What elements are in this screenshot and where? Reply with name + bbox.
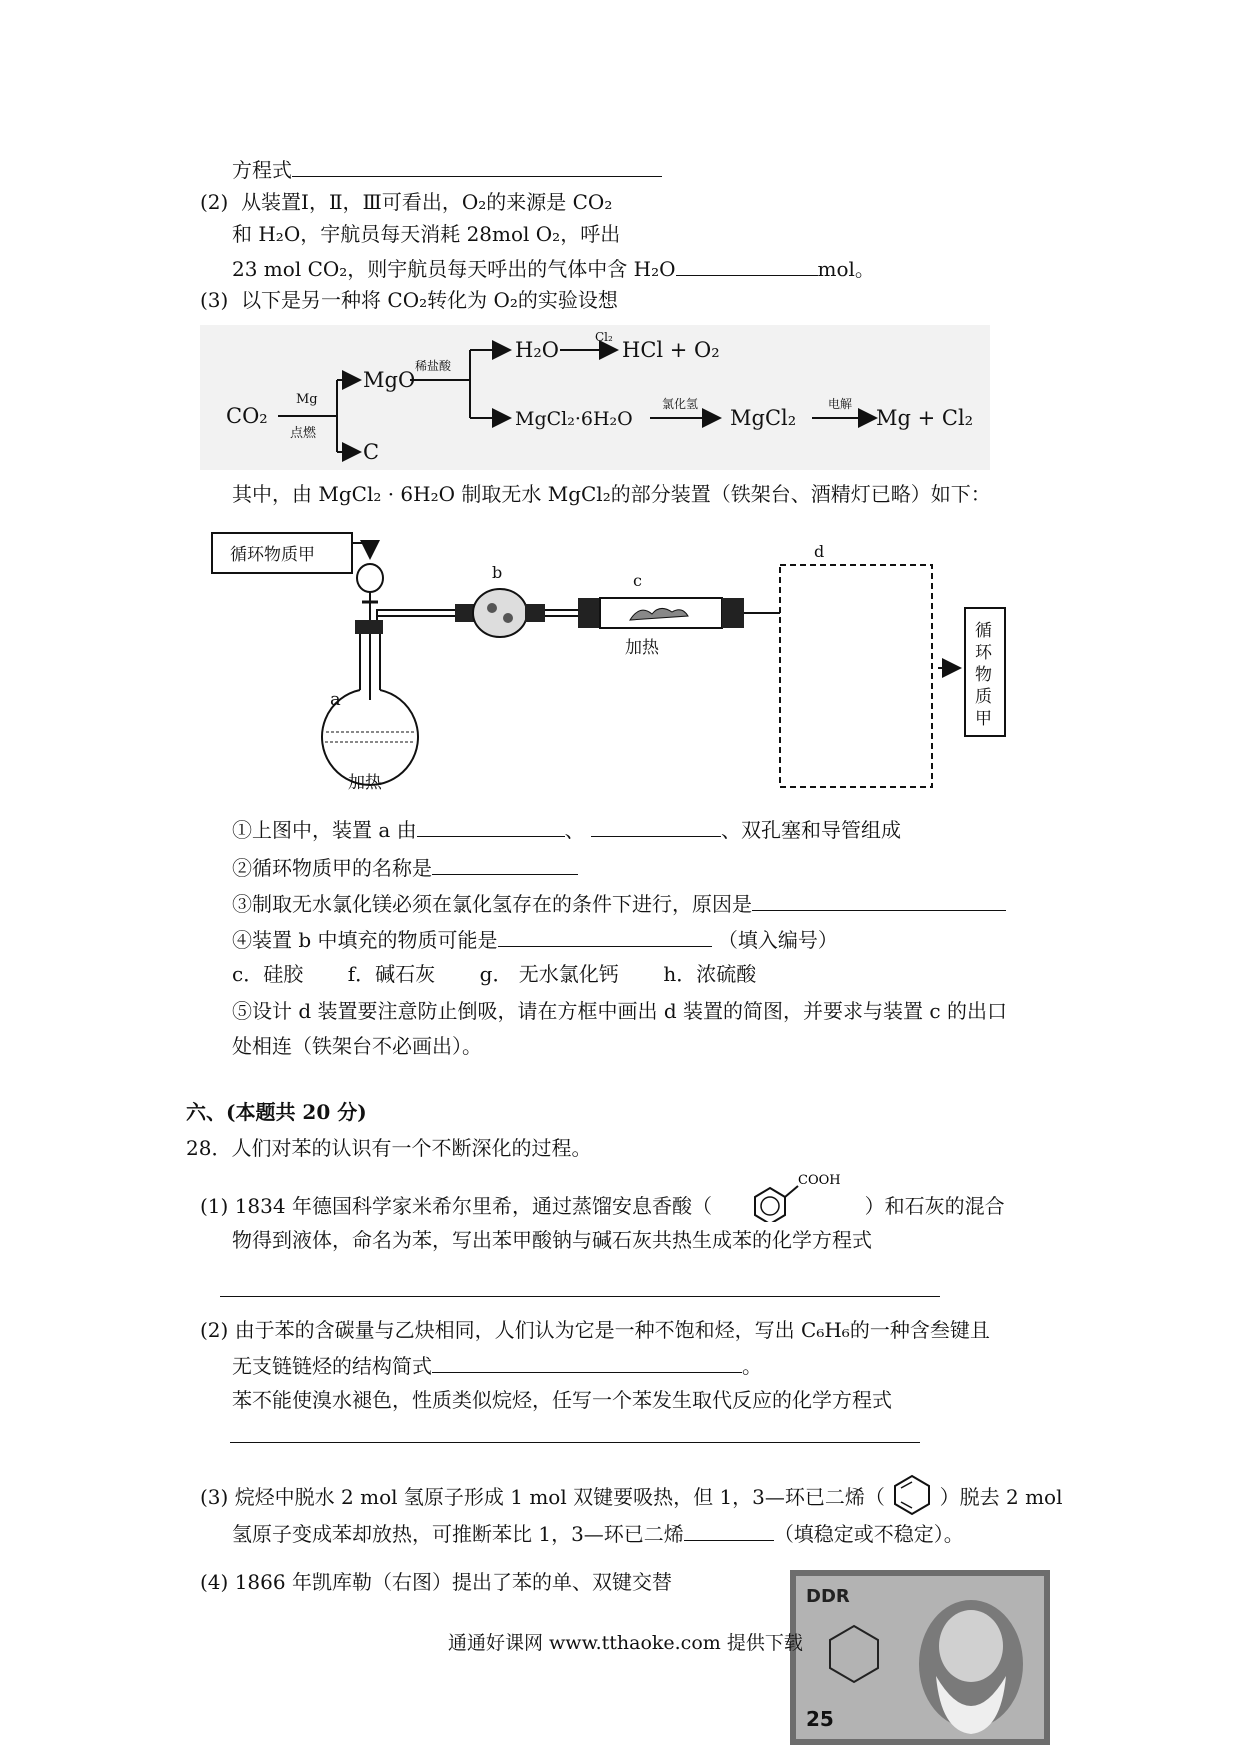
scheme-hydrate: MgCl₂·6H₂O <box>515 408 633 430</box>
recycle-box-side-label: 循环物质甲 <box>975 621 992 729</box>
q3-options: c．硅胶 f．碱石灰 g． 无水氯化钙 h．浓硫酸 <box>232 962 757 986</box>
q3-sub4: ④装置 b 中填充的物质可能是 （填入编号） <box>232 924 838 954</box>
svg-text:加热: 加热 <box>625 638 659 658</box>
scheme-acid: 稀盐酸 <box>415 359 452 373</box>
section-heading: 六、(本题共 20 分) <box>186 1100 367 1124</box>
svg-text:b: b <box>492 563 503 582</box>
q28-1-line2: 物得到液体，命名为苯，写出苯甲酸钠与碱石灰共热生成苯的化学方程式 <box>232 1228 872 1252</box>
kekule-stamp <box>790 1570 1050 1745</box>
q28-2-line1: (2) 由于苯的含碳量与乙炔相同，人们认为它是一种不饱和烃，写出 C₆H₆的一种含叁键且 <box>200 1318 990 1342</box>
scheme-hcl-gas: 氯化氢 <box>662 397 699 411</box>
answer-blank[interactable] <box>417 814 565 837</box>
answer-line[interactable] <box>220 1296 940 1297</box>
q2-line3: 23 mol CO₂，则宇航员每天呼出的气体中含 H₂O mol。 <box>232 253 875 283</box>
q3-line1: (3) 以下是另一种将 CO₂转化为 O₂的实验设想 <box>200 288 618 312</box>
q28-2-line3: 苯不能使溴水褪色，性质类似烷烃，任写一个苯发生取代反应的化学方程式 <box>232 1388 892 1412</box>
q3-sub5-line2: 处相连（铁架台不必画出）。 <box>232 1034 482 1058</box>
q28-2-line2: 无支链链烃的结构简式 。 <box>232 1350 762 1380</box>
svg-text:a: a <box>330 689 341 710</box>
footer-credit: 通通好课网 www.tthaoke.com 提供下载 <box>448 1632 803 1654</box>
stamp-image <box>796 1576 1044 1739</box>
scheme-c: C <box>363 440 380 464</box>
scheme-prod1: HCl + O₂ <box>622 338 720 362</box>
scheme-elec: 电解 <box>828 397 853 411</box>
answer-blank[interactable] <box>292 154 662 177</box>
stamp-country: DDR <box>806 1586 850 1607</box>
svg-text:COOH: COOH <box>798 1173 841 1188</box>
q2-line2: 和 H₂O，宇航员每天消耗 28mol O₂，呼出 <box>232 222 621 246</box>
reaction-scheme <box>200 325 990 470</box>
cyclohexadiene-structure <box>891 1483 933 1511</box>
scheme-mgo: MgO <box>363 368 416 392</box>
q28-1-line1: (1) 1834 年德国科学家米希尔里希，通过蒸馏安息香酸（ COOH ）和石灰的混合 <box>200 1192 1005 1220</box>
benzoic-acid-structure <box>718 1173 858 1220</box>
hexagon-icon <box>891 1473 933 1517</box>
q2-line1: (2) 从装置Ⅰ，Ⅱ，Ⅲ可看出，O₂的来源是 CO₂ <box>200 190 613 214</box>
q28-4-line1: (4) 1866 年凯库勒（右图）提出了苯的单、双键交替 <box>200 1570 672 1594</box>
answer-blank[interactable] <box>498 924 712 947</box>
answer-blank[interactable] <box>432 852 578 875</box>
stamp-value: 25 <box>806 1707 834 1731</box>
answer-blank[interactable] <box>684 1518 774 1541</box>
answer-blank[interactable] <box>591 814 721 837</box>
q3-sub2: ②循环物质甲的名称是 <box>232 852 578 882</box>
q28-3-line1: (3) 烷烃中脱水 2 mol 氢原子形成 1 mol 双键要吸热，但 1，3—环已二烯（ ）脱去 2 mol <box>200 1483 1062 1511</box>
q28-intro: 28．人们对苯的认识有一个不断深化的过程。 <box>186 1136 592 1160</box>
q3-sub3: ③制取无水氯化镁必须在氯化氢存在的条件下进行，原因是 <box>232 888 1006 918</box>
q3-sub1: ①上图中，装置 a 由 、 、双孔塞和导管组成 <box>232 814 901 844</box>
svg-text:循环物质甲: 循环物质甲 <box>230 545 315 565</box>
scheme-cl2: Cl₂ <box>595 330 613 344</box>
svg-text:d: d <box>814 542 825 561</box>
answer-blank[interactable] <box>676 253 818 276</box>
answer-blank[interactable] <box>752 888 1006 911</box>
benzene-ring-icon <box>718 1162 858 1222</box>
q3-sub5-line1: ⑤设计 d 装置要注意防止倒吸，请在方框中画出 d 装置的简图，并要求与装置 c 的出口 <box>232 999 1007 1023</box>
scheme-ignite: 点燃 <box>290 426 317 441</box>
scheme-prod2: Mg + Cl₂ <box>876 406 974 430</box>
svg-text:c: c <box>633 571 642 590</box>
scheme-co2: CO₂ <box>226 404 268 428</box>
answer-blank[interactable] <box>432 1350 742 1373</box>
apparatus-intro: 其中，由 MgCl₂ · 6H₂O 制取无水 MgCl₂的部分装置（铁架台、酒精灯已略）如下： <box>232 482 991 506</box>
scheme-h2o: H₂O <box>515 338 559 362</box>
equation-prompt: 方程式 <box>232 154 662 184</box>
answer-line[interactable] <box>230 1442 920 1443</box>
q28-3-line2: 氢原子变成苯却放热，可推断苯比 1，3—环已二烯 （填稳定或不稳定）。 <box>232 1518 964 1548</box>
scheme-mgcl2: MgCl₂ <box>730 406 797 430</box>
scheme-mg: Mg <box>296 392 318 407</box>
svg-text:加热: 加热 <box>348 773 382 793</box>
apparatus-diagram <box>200 520 1010 800</box>
